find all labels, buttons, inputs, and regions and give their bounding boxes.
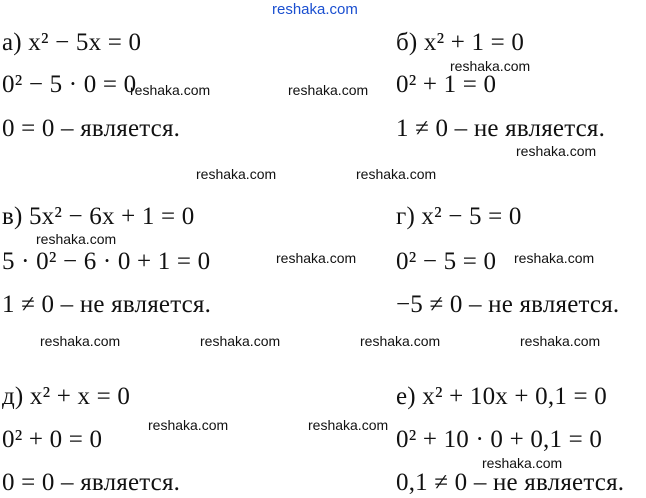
watermark: reshaka.com (200, 333, 281, 349)
watermark: reshaka.com (196, 166, 277, 182)
problem-v-equation: в) 5x² − 6x + 1 = 0 (2, 203, 195, 230)
watermark: reshaka.com (450, 58, 531, 74)
watermark-top: reshaka.com (272, 1, 358, 18)
watermark: reshaka.com (288, 82, 369, 98)
problem-a-result: 0 = 0 – является. (2, 115, 181, 142)
problem-v-result: 1 ≠ 0 – не является. (2, 291, 212, 318)
problem-b-result: 1 ≠ 0 – не является. (396, 115, 606, 142)
watermark: reshaka.com (356, 166, 437, 182)
watermark: reshaka.com (360, 333, 441, 349)
problem-v-substitution: 5 · 0² − 6 · 0 + 1 = 0 (2, 248, 211, 275)
problem-b-equation: б) x² + 1 = 0 (396, 29, 525, 56)
problem-d-substitution: 0² + 0 = 0 (2, 426, 103, 453)
watermark: reshaka.com (148, 417, 229, 433)
watermark: reshaka.com (520, 333, 601, 349)
problem-a-equation: а) x² − 5x = 0 (2, 29, 142, 56)
problem-e-equation: е) x² + 10x + 0,1 = 0 (396, 383, 607, 410)
watermark: reshaka.com (40, 333, 121, 349)
problem-g-equation: г) x² − 5 = 0 (396, 203, 522, 230)
problem-e-substitution: 0² + 10 · 0 + 0,1 = 0 (396, 426, 603, 453)
problem-d-equation: д) x² + x = 0 (2, 383, 131, 410)
problem-d-result: 0 = 0 – является. (2, 469, 181, 496)
problem-e-result: 0,1 ≠ 0 – не является. (396, 469, 625, 496)
problem-g-substitution: 0² − 5 = 0 (396, 248, 497, 275)
watermark: reshaka.com (516, 143, 597, 159)
watermark: reshaka.com (276, 250, 357, 266)
problem-g-result: −5 ≠ 0 – не является. (396, 291, 620, 318)
watermark: reshaka.com (308, 417, 389, 433)
watermark: reshaka.com (514, 250, 595, 266)
watermark: reshaka.com (130, 82, 211, 98)
watermark: reshaka.com (36, 231, 117, 247)
watermark: reshaka.com (482, 455, 563, 471)
problem-b-substitution: 0² + 1 = 0 (396, 71, 497, 98)
problem-a-substitution: 0² − 5 · 0 = 0 (2, 71, 137, 98)
